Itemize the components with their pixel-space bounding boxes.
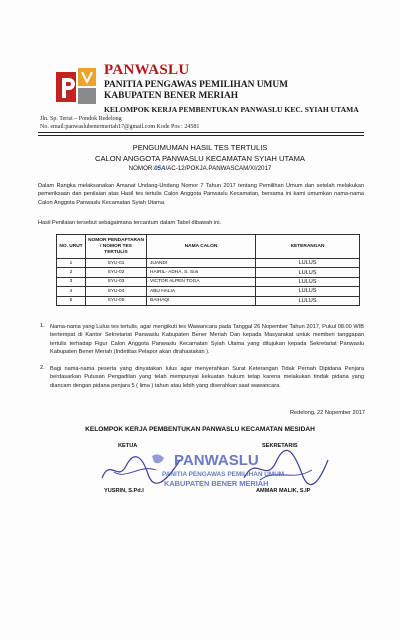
header-nama-calon: NAMA CALON (147, 235, 256, 259)
nomor-handwritten: 05A (154, 165, 166, 172)
intro-paragraph: Dalam Rangka melaksanakan Amanat Undang-Undang Nomor 7 Tahun 2017 tentang Pemilihan Umum dan setelah melakukan pemeriksaan dan penilaian atas Hasil tes tertulis Calon Anggota Panwaslu Kecamatan, bersama ini kami umumkan nama-nama Calon Anggota Panwaslu Kecamatan Syiah Utama. (38, 183, 364, 206)
name-sekretaris: AMMAR MALIK, S.IP (256, 488, 311, 494)
cell-no: 4 (57, 287, 86, 296)
table-row (57, 259, 360, 268)
note-2: Bagi nama-nama peserta yang dinyatakan lulus agar menyerahkan Surat Keterangan Tidak Pernah Dipidana Penjara berdasarkan Putusan Pengadilan yang telah mempunyai kekuatan hukum tetap karena melakukan tindak pidana yang diancam dengan pidana penjara 5 ( lima ) tahun atau lebih yang diserahkan saat wawancara. (50, 366, 364, 389)
results-table (56, 234, 360, 306)
announcement-title: PENGUMUMAN HASIL TES TERTULIS (132, 143, 268, 152)
role-sekretaris: SEKRETARIS (262, 443, 298, 449)
table-row (57, 277, 360, 286)
cell-no: 5 (57, 296, 86, 305)
place-date: Redelong, 22 Nopember 2017 (290, 410, 365, 416)
cell-status: LULUS (256, 259, 360, 268)
nomor-suffix: /AC-12/POKJA.PANWASCAM/XI/2017 (165, 165, 272, 172)
cell-name: VICTOR ALPEN TOGA (147, 277, 256, 286)
cell-name: HAIRIL- ADHA, S. Sos (147, 268, 256, 277)
cell-status: LULUS (256, 287, 360, 296)
note-1: Nama-nama yang Lulus tes tertulis, agar mengikuti tes Wawancara pada Tanggal 26 Nopember Tahun 2017, Pukul 08.00 WIB bertempat di Kantor Sekretariat Panwaslu Kabupaten Bener Meriah Dan kepada Masyarakat untuk memberi tanggapan tertulis terhadap Figur Calon Anggota Panwaslu Kecamatan Syiah Utama yang ditujukan kepada Sekretariat Panwaslu Kabupaten Bener Meriah (Indetitas Pelapor akan dirahasiakan ). (50, 324, 364, 356)
org-line-2: KABUPATEN BENER MERIAH (104, 91, 239, 101)
cell-name: ABU HALIA (147, 287, 256, 296)
cell-reg: SYU-04 (86, 287, 147, 296)
address-line-1: Jln. Sp. Terist – Pondok Redelong (40, 116, 122, 122)
letterhead-divider-thick (38, 132, 364, 133)
cell-reg: SYU-03 (86, 277, 147, 286)
stamp-line-1: PANITIA PENGAWAS PEMILIHAN UMUM (162, 471, 285, 478)
cell-reg: SYU-02 (86, 268, 147, 277)
cell-name: JUANDI (147, 259, 256, 268)
committee-name: KELOMPOK KERJA PEMBENTUKAN PANWASLU KECAMATAN MESIDAH (85, 426, 315, 433)
org-name: PANWASLU (104, 62, 190, 78)
cell-no: 2 (57, 268, 86, 277)
panwaslu-stamp (150, 450, 285, 490)
announcement-subtitle: CALON ANGGOTA PANWASLU KECAMATAN SYIAH UTAMA (95, 154, 305, 163)
org-line-3: KELOMPOK KERJA PEMBENTUKAN PANWASLU KEC. SYIAH UTAMA (104, 105, 359, 114)
letterhead-divider-thin (38, 135, 364, 136)
table-header-row (57, 235, 360, 259)
table-row (57, 268, 360, 277)
header-no-urut: NO. URUT (57, 235, 86, 259)
cell-no: 3 (57, 277, 86, 286)
stamp-line-2: KABUPATEN BENER MERIAH (164, 479, 269, 488)
cell-reg: SYU-05 (86, 296, 147, 305)
nomor-prefix: NOMOR: (128, 165, 155, 172)
cell-no: 1 (57, 259, 86, 268)
header-keterangan: KETERANGAN (256, 235, 360, 259)
header-nomor-pendaftaran: NOMOR PENDAFTARAN / NOMOR TES TERTULIS (86, 235, 147, 259)
cell-status: LULUS (256, 277, 360, 286)
org-line-1: PANITIA PENGAWAS PEMILIHAN UMUM (104, 80, 288, 90)
table-row (57, 287, 360, 296)
table-row (57, 296, 360, 305)
note-number-1: 1. (40, 323, 45, 329)
table-intro-paragraph: Hasil Penilaian tersebut sebagaimana tercantum dalam Tabel dibawah ini. (38, 220, 222, 226)
cell-name: BAIHAQI (147, 296, 256, 305)
note-number-2: 2. (40, 365, 45, 371)
panwaslu-logo (54, 64, 98, 108)
name-ketua: YUSRIN, S.Pd.I (104, 488, 144, 494)
role-ketua: KETUA (118, 443, 138, 449)
address-line-2: No. email:panwaslubenermeriah17@gmail.com Kode Pos : 24581 (40, 124, 200, 130)
cell-status: LULUS (256, 268, 360, 277)
cell-reg: SYU-01 (86, 259, 147, 268)
cell-status: LULUS (256, 296, 360, 305)
document-number (0, 165, 400, 172)
stamp-title: PANWASLU (174, 452, 259, 469)
